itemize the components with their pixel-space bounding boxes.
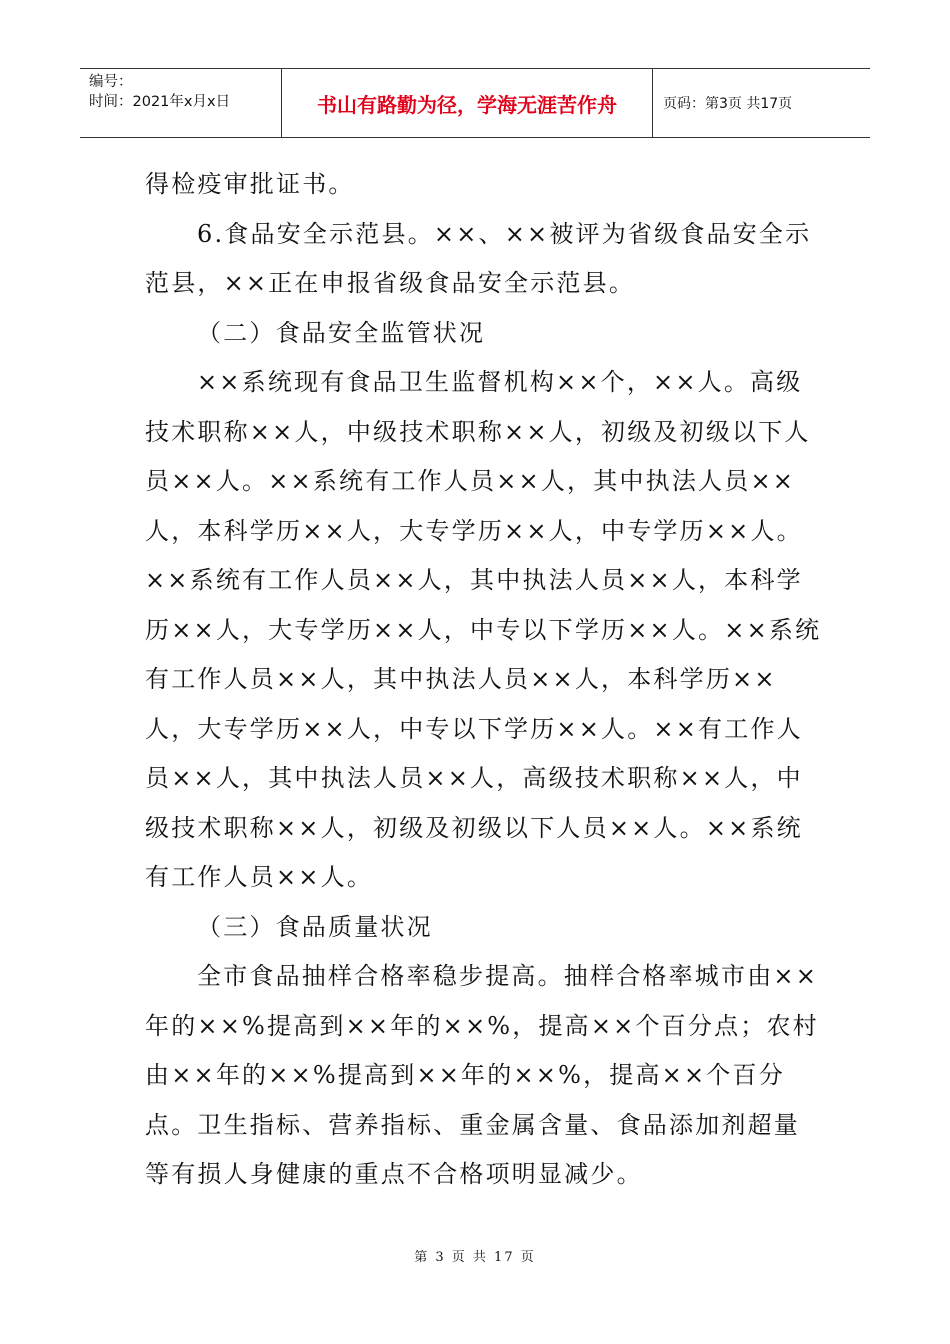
section-heading-quality: （三）食品质量状况 [197, 912, 433, 941]
paragraph-continuation: 得检疫审批证书。 [145, 170, 355, 198]
document-body [145, 160, 825, 1200]
paragraph-quality: 全市食品抽样合格率稳步提高。抽样合格率城市由××年的××%提高到××年的××%，提高××个百分点；农村由××年的××%提高到××年的××%，提高××个百分点。卫生指标、营养指标、重金属含量、食品添加剂超量等有损人身健康的重点不合格项明显减少。 [145, 962, 819, 1188]
header-page-info: 页码：第3页 共17页 [663, 96, 793, 112]
header-motto: 书山有路勤为径，学海无涯苦作舟 [282, 69, 653, 137]
time-label: 时间：2021年x月x日 [89, 94, 231, 110]
page-header [80, 68, 870, 138]
page-footer: 第 3 页 共 17 页 [414, 1250, 536, 1265]
paragraph-supervision: ××系统现有食品卫生监督机构××个，××人。高级技术职称××人，中级技术职称××人，初级及初级以下人员××人。××系统有工作人员××人，其中执法人员××人，本科学历××人，大专学历××人，中专学历××人。××系统有工作人员××人，其中执法人员××人，本科学历××人，大专学历××人，中专以下学历××人。××系统有工作人员××人，其中执法人员××人，本科学历××人，大专学历××人，中专以下学历××人。××有工作人员××人，其中执法人员××人，高级技术职称××人，中级技术职称××人，初级及初级以下人员××人。××系统有工作人员××人。 [145, 368, 822, 891]
section-heading-supervision: （二）食品安全监管状况 [197, 318, 486, 347]
paragraph-demo-county: 6.食品安全示范县。××、××被评为省级食品安全示范县，××正在申报省级食品安全示范县。 [145, 219, 812, 297]
number-label: 编号： [89, 74, 133, 90]
header-meta [80, 69, 282, 137]
